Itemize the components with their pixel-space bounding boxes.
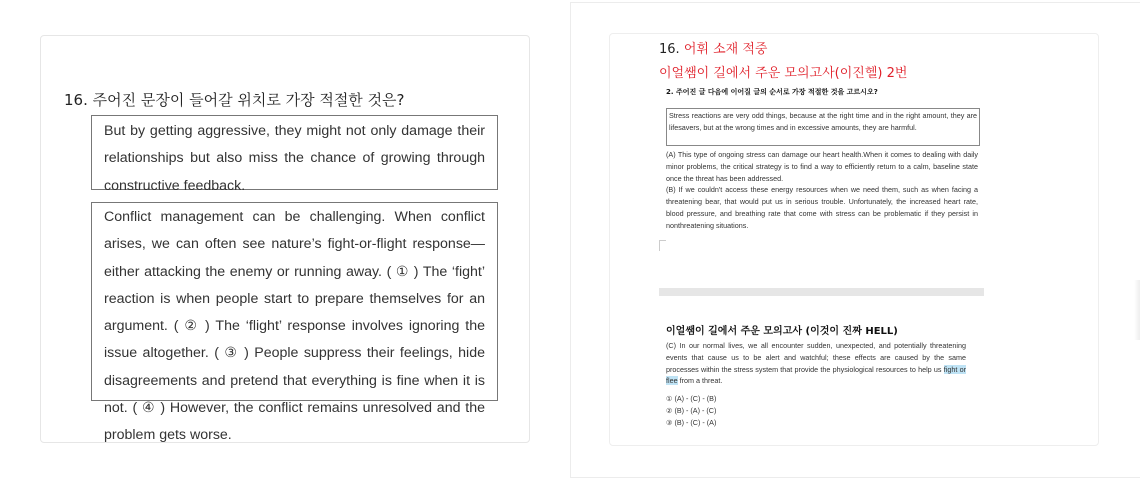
answer-options (666, 393, 716, 428)
mock-exam-heading: 이얼쌤이 길에서 주운 모의고사(이진헬) 2번 (659, 66, 908, 81)
paragraph-c-end: from a threat. (677, 376, 723, 386)
given-text-box: Stress reactions are very odd things, because at the right time and in the right amount, they are lifesavers, but at the wrong times and in excessive amounts, they are harmful. (666, 108, 980, 146)
option-1: ① (A) - (C) - (B) (666, 394, 717, 403)
vocab-heading (659, 38, 767, 57)
page-separator (659, 288, 984, 296)
heading-number: 16. (659, 42, 680, 57)
order-question: 2. 주어진 글 다음에 이어질 글의 순서로 가장 적절한 것을 고르시오? (666, 88, 878, 96)
paragraph-c (666, 340, 966, 387)
question-title: 16. 주어진 문장이 들어갈 위치로 가장 적절한 것은? (64, 91, 405, 109)
hell-heading: 이얼쌤이 길에서 주운 모의고사 (이것이 진짜 HELL) (666, 326, 898, 337)
paragraph-b: (B) If we couldn't access these energy resources when we need them, such as when facing a threatening bear, that would put us in serious trouble. Unfortunately, the increased heart rate, blood pressure, and breathing rate that come with stress can be problematic if they persist in nonthreatening situations. (666, 185, 978, 230)
passage-box: Conflict management can be challenging. When conflict arises, we can often see nature’s fight-or-flight response—either attacking the enemy or running away. ( ① ) The ‘fight’ reaction is when people start to prepare themselves for an argument. ( ② ) The ‘flight’ response involves ignoring the issue altogether. ( ③ ) People suppress their feelings, hide disagreements and pretend that everything is fine when it is not. ( ④ ) However, the conflict remains unresolved and the problem gets worse. (91, 202, 498, 401)
paragraph-c-text: (C) In our normal lives, we all encounter sudden, unexpected, and potentially threatening events that cause us to be alert and watchful; these effects are caused by the same processes within the stress system that provide the physiological resources to help us (666, 341, 966, 374)
heading-red-text: 어휘 소재 적중 (683, 42, 768, 57)
option-3: ③ (B) - (C) - (A) (666, 417, 717, 427)
paragraph-a: (A) This type of ongoing stress can damage our heart health.When it comes to dealing with daily minor problems, the critical strategy is to find a way to efficiently return to a calm, baseline state once the threat has been addressed. (666, 150, 978, 183)
edge-shadow (1134, 280, 1140, 340)
highlighted-phrase: fight or flee (666, 364, 966, 386)
option-2: ② (B) - (A) - (C) (666, 405, 717, 415)
paragraphs-a-b (666, 149, 978, 232)
left-question-card (40, 35, 530, 443)
given-sentence-box: But by getting aggressive, they might not only damage their relationships but also miss the chance of growing through constructive feedback. (91, 115, 498, 190)
page-corner-mark (659, 240, 666, 251)
